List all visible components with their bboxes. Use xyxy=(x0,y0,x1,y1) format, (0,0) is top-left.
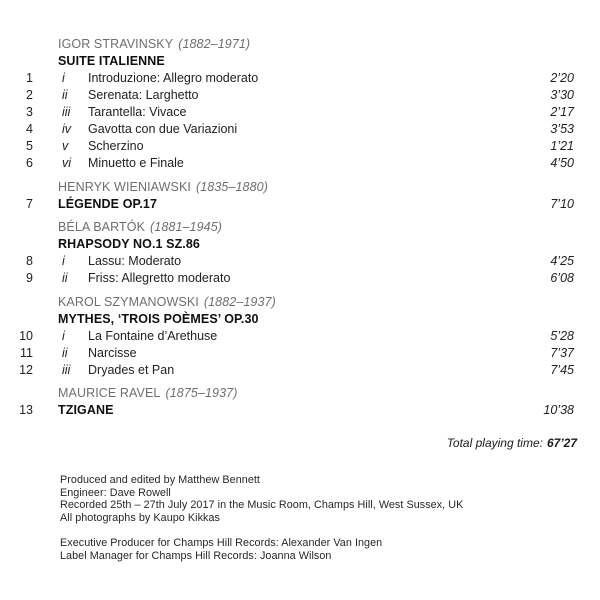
movement-numeral: v xyxy=(62,139,69,153)
work-title: LÉGENDE OP.17 xyxy=(58,196,158,211)
single-movement-work-row xyxy=(0,196,574,213)
work-title: MYTHES, ‘TROIS POÈMES’ OP.30 xyxy=(58,311,259,326)
work-section-5 xyxy=(0,385,574,419)
composer-line xyxy=(0,36,574,53)
track-duration: 4’50 xyxy=(550,156,574,170)
track-title: Scherzino xyxy=(88,139,144,153)
movement-numeral: iv xyxy=(62,122,72,136)
work-title: TZIGANE xyxy=(58,403,114,417)
track-duration: 3’30 xyxy=(550,88,574,102)
total-playing-time-value: 67’27 xyxy=(546,436,577,450)
track-row xyxy=(0,121,574,138)
track-title: Tarantella: Vivace xyxy=(88,105,187,119)
single-movement-work-row xyxy=(0,402,574,419)
track-duration: 5’28 xyxy=(550,328,574,343)
track-row xyxy=(0,87,574,104)
composer-years: (1875–1937) xyxy=(165,386,238,400)
track-duration: 2’17 xyxy=(550,105,574,119)
movement-numeral: iii xyxy=(62,105,71,119)
movement-numeral: i xyxy=(62,328,65,343)
total-playing-time xyxy=(0,435,600,452)
track-number: 11 xyxy=(20,345,33,360)
work-title: SUITE ITALIENNE xyxy=(58,54,165,68)
track-title: Lassu: Moderato xyxy=(88,254,182,268)
track-duration: 10’38 xyxy=(543,403,574,417)
composer-years: (1835–1880) xyxy=(195,179,268,194)
track-row xyxy=(0,270,574,287)
credits-block-production xyxy=(0,474,600,525)
composer-name: KAROL SZYMANOWSKI xyxy=(58,294,199,309)
track-row xyxy=(0,104,574,121)
track-number: 3 xyxy=(26,105,33,119)
composer-line xyxy=(0,219,574,236)
movement-numeral: ii xyxy=(62,345,68,360)
track-duration: 6’08 xyxy=(550,271,574,285)
track-row xyxy=(0,345,574,362)
work-section-4 xyxy=(0,294,574,379)
track-number: 10 xyxy=(19,328,33,343)
track-title: Narcisse xyxy=(88,345,137,360)
composer-line xyxy=(0,179,574,196)
track-row xyxy=(0,362,574,379)
composer-name: BÉLA BARTÓK xyxy=(58,220,146,234)
movement-numeral: i xyxy=(62,71,65,85)
track-title: Minuetto e Finale xyxy=(88,156,184,170)
total-playing-time-label: Total playing time: xyxy=(446,436,543,450)
track-number: 8 xyxy=(26,254,33,268)
track-duration: 3’53 xyxy=(550,122,574,136)
track-row xyxy=(0,155,574,172)
track-duration: 7’10 xyxy=(550,196,574,211)
track-row xyxy=(0,70,574,87)
track-row xyxy=(0,138,574,155)
work-section-3 xyxy=(0,219,574,287)
work-section-2 xyxy=(0,179,574,213)
credit-line: Executive Producer for Champs Hill Records: Alexander Van Ingen xyxy=(60,536,383,549)
credit-line: All photographs by Kaupo Kikkas xyxy=(60,512,221,525)
composer-line xyxy=(0,385,574,402)
track-duration: 7’37 xyxy=(550,345,574,360)
credit-line: Recorded 25th – 27th July 2017 in the Music Room, Champs Hill, West Sussex, UK xyxy=(60,499,464,512)
movement-numeral: i xyxy=(62,254,65,268)
credits-block-label xyxy=(0,537,600,562)
track-duration: 1’21 xyxy=(550,139,574,153)
credit-line: Label Manager for Champs Hill Records: Joanna Wilson xyxy=(60,549,332,562)
track-list xyxy=(0,36,600,419)
track-number: 5 xyxy=(26,139,33,153)
credit-line: Produced and edited by Matthew Bennett xyxy=(60,474,260,486)
track-title: Serenata: Larghetto xyxy=(88,88,199,102)
track-title: Dryades et Pan xyxy=(88,362,175,377)
track-title: Introduzione: Allegro moderato xyxy=(88,71,259,85)
track-duration: 7’45 xyxy=(550,362,574,377)
composer-name: MAURICE RAVEL xyxy=(58,386,161,400)
movement-numeral: ii xyxy=(62,271,68,285)
track-number: 13 xyxy=(19,403,33,417)
movement-numeral: ii xyxy=(62,88,68,102)
composer-years: (1881–1945) xyxy=(150,220,223,234)
movement-numeral: vi xyxy=(62,156,72,170)
track-number: 1 xyxy=(26,71,33,85)
track-duration: 2’20 xyxy=(550,71,574,85)
composer-line xyxy=(0,294,574,311)
track-number: 9 xyxy=(26,271,33,285)
track-number: 6 xyxy=(26,156,33,170)
track-row xyxy=(0,328,574,345)
composer-name: IGOR STRAVINSKY xyxy=(58,37,174,51)
track-number: 7 xyxy=(26,196,33,211)
track-number: 4 xyxy=(26,122,33,136)
track-title: Friss: Allegretto moderato xyxy=(88,271,231,285)
track-title: Gavotta con due Variazioni xyxy=(88,122,238,136)
work-section-1 xyxy=(0,36,574,172)
composer-name: HENRYK WIENIAWSKI xyxy=(58,179,191,194)
track-duration: 4’25 xyxy=(550,254,574,268)
track-number: 2 xyxy=(26,88,33,102)
work-title: RHAPSODY NO.1 SZ.86 xyxy=(58,237,200,251)
credit-line: Engineer: Dave Rowell xyxy=(60,486,171,499)
track-number: 12 xyxy=(19,362,33,377)
composer-years: (1882–1971) xyxy=(178,37,251,51)
track-row xyxy=(0,253,574,270)
track-title: La Fontaine d’Arethuse xyxy=(88,328,218,343)
composer-years: (1882–1937) xyxy=(203,294,276,309)
movement-numeral: iii xyxy=(62,362,71,377)
